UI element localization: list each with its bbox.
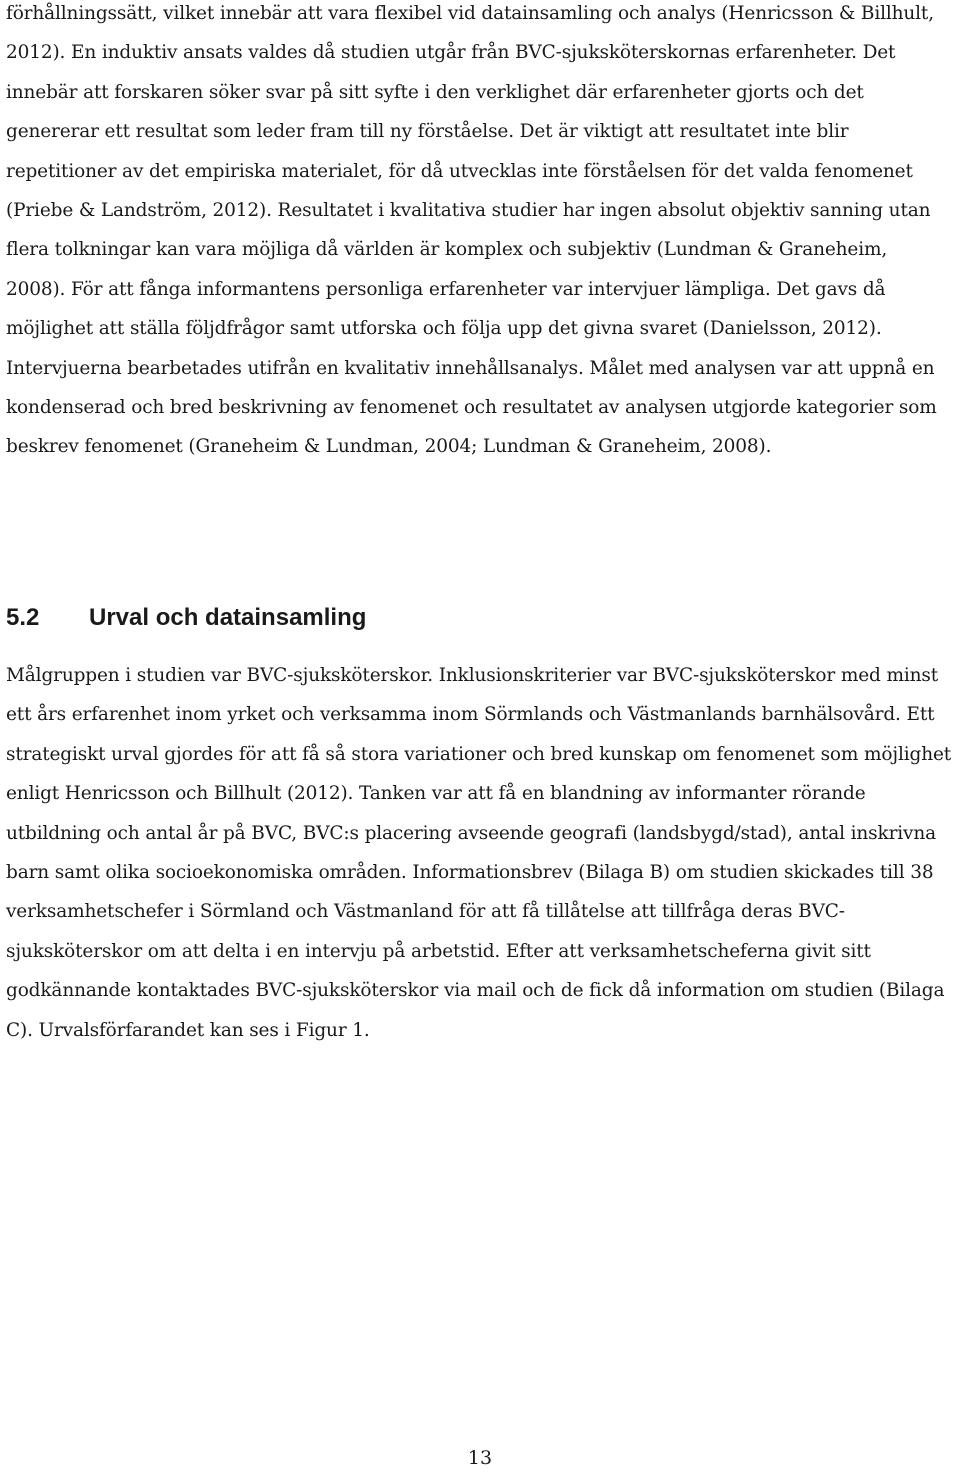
section-title: Urval och datainsamling <box>89 604 367 631</box>
page-number: 13 <box>467 1447 493 1469</box>
body-paragraph: Målgruppen i studien var BVC-sjuksköterskor. Inklusionskriterier var BVC-sjuksköterskor med minst ett års erfarenhet inom yrket och verksamma inom Sörmlands och Västmanlands barnhälsovård. Ett strategiskt urval gjordes för att få så stora variationer och bred kunskap om fenomenet som möjlighet enligt Henricsson och Billhult (2012). Tanken var att få en blandning av informanter rörande utbildning och antal år på BVC, BVC:s placering avseende geografi (landsbygd/stad), antal inskrivna barn samt olika socioekonomiska områden. Informationsbrev (Bilaga B) om studien skickades till 38 verksamhetschefer i Sörmland och Västmanland för att få tillåtelse att tillfråga deras BVC-sjuksköterskor om att delta i en intervju på arbetstid. Efter att verksamhetscheferna givit sitt godkännande kontaktades BVC-sjuksköterskor via mail och de fick då information om studien (Bilaga C). Urvalsförfarandet kan ses i Figur 1. <box>6 665 952 1041</box>
section-number: 5.2 <box>6 604 40 631</box>
section-heading <box>6 598 366 638</box>
body-paragraph: förhållningssätt, vilket innebär att vara flexibel vid datainsamling och analys (Henricsson & Billhult, 2012). En induktiv ansats valdes då studien utgår från BVC-sjuksköterskornas erfarenheter. Det innebär att forskaren söker svar på sitt syfte i den verklighet där erfarenheter gjorts och det genererar ett resultat som leder fram till ny förståelse. Det är viktigt att resultatet inte blir repetitioner av det empiriska materialet, för då utvecklas inte förståelsen för det valda fenomenet (Priebe & Landström, 2012). Resultatet i kvalitativa studier har ingen absolut objektiv sanning utan flera tolkningar kan vara möjliga då världen är komplex och subjektiv (Lundman & Graneheim, 2008). För att fånga informantens personliga erfarenheter var intervjuer lämpliga. Det gavs då möjlighet att ställa följdfrågor samt utforska och följa upp det givna svaret (Danielsson, 2012). Intervjuerna bearbetades utifrån en kvalitativ innehållsanalys. Målet med analysen var att uppnå en kondenserad och bred beskrivning av fenomenet och resultatet av analysen utgjorde kategorier som beskrev fenomenet (Graneheim & Lundman, 2004; Lundman & Graneheim, 2008). <box>6 3 937 458</box>
